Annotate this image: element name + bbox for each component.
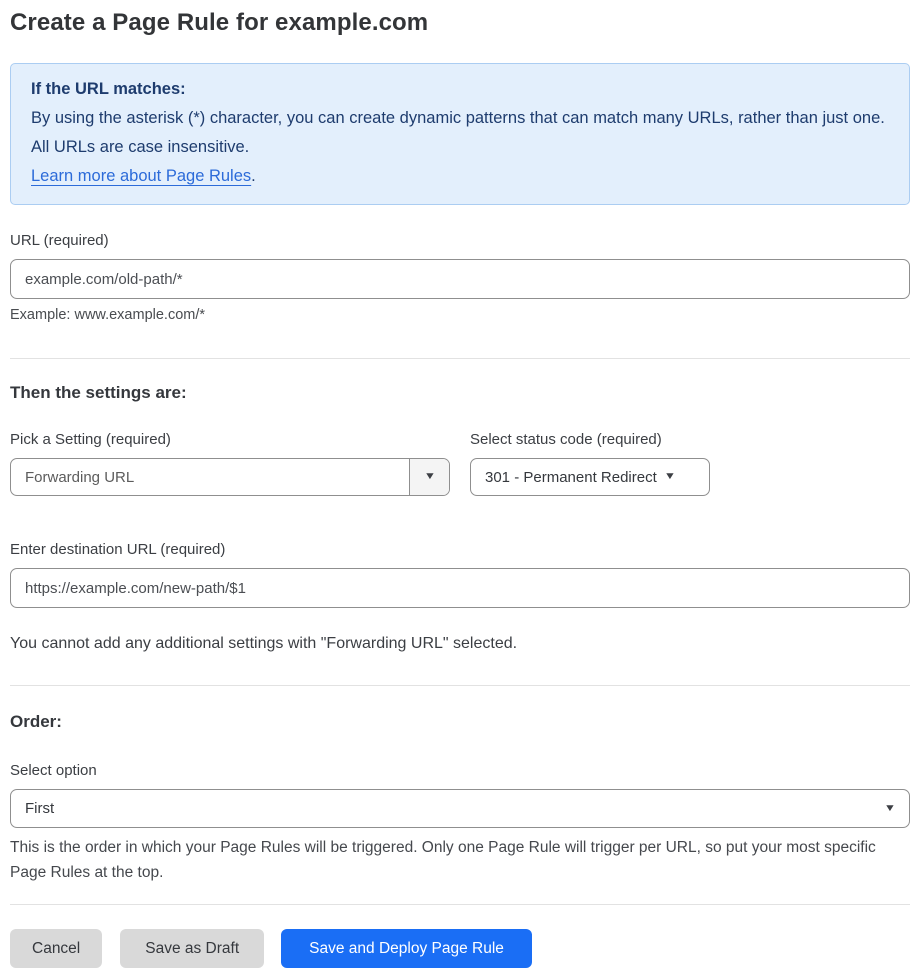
- setting-picker-value: Forwarding URL: [25, 468, 135, 486]
- settings-section-heading: Then the settings are:: [10, 383, 187, 402]
- status-code-label: Select status code (required): [470, 431, 662, 448]
- destination-url-input[interactable]: [10, 568, 910, 608]
- info-box-link-line: [31, 162, 889, 191]
- info-box-heading: If the URL matches:: [31, 80, 186, 98]
- section-divider: [10, 685, 910, 686]
- order-dropdown-value: First: [25, 800, 55, 817]
- setting-picker-dropdown[interactable]: [10, 458, 450, 496]
- setting-picker-column: [10, 431, 450, 496]
- chevron-down-icon: ▼: [663, 471, 676, 482]
- order-select-label: Select option: [10, 762, 97, 779]
- destination-url-label: Enter destination URL (required): [10, 541, 226, 558]
- setting-picker-label: Pick a Setting (required): [10, 431, 171, 448]
- forwarding-url-note: You cannot add any additional settings with "Forwarding URL" selected.: [10, 635, 518, 652]
- status-code-value: 301 - Permanent Redirect: [485, 468, 657, 486]
- url-input[interactable]: [10, 259, 910, 299]
- page-rule-form: [0, 8, 920, 968]
- order-dropdown[interactable]: [10, 789, 910, 828]
- status-code-column: [470, 431, 710, 496]
- settings-row: [10, 431, 910, 496]
- setting-picker-arrow-button[interactable]: [409, 459, 449, 495]
- save-as-draft-button[interactable]: Save as Draft: [120, 929, 264, 968]
- chevron-down-icon: ▼: [423, 471, 436, 482]
- url-field-label: URL (required): [10, 232, 109, 249]
- page-title: Create a Page Rule for example.com: [10, 9, 429, 36]
- url-match-info-box: [10, 63, 910, 205]
- chevron-down-icon: ▼: [883, 802, 897, 814]
- section-divider: [10, 358, 910, 359]
- status-code-dropdown[interactable]: [470, 458, 710, 496]
- section-divider: [10, 904, 910, 905]
- save-and-deploy-button[interactable]: Save and Deploy Page Rule: [281, 929, 532, 968]
- info-box-body: By using the asterisk (*) character, you can create dynamic patterns that can match many URLs, rather than just one. All URLs are case insensitive.: [31, 109, 885, 156]
- learn-more-link[interactable]: Learn more about Page Rules: [31, 167, 252, 185]
- order-section-heading: Order:: [10, 712, 62, 731]
- url-field-helper: Example: www.example.com/*: [10, 307, 206, 323]
- order-helper-text: This is the order in which your Page Rules will be triggered. Only one Page Rule will trigger per URL, so put your most specific Page Rules at the top.: [10, 839, 876, 881]
- cancel-button[interactable]: Cancel: [10, 929, 102, 968]
- action-button-row: [10, 929, 910, 968]
- link-suffix: .: [251, 167, 256, 185]
